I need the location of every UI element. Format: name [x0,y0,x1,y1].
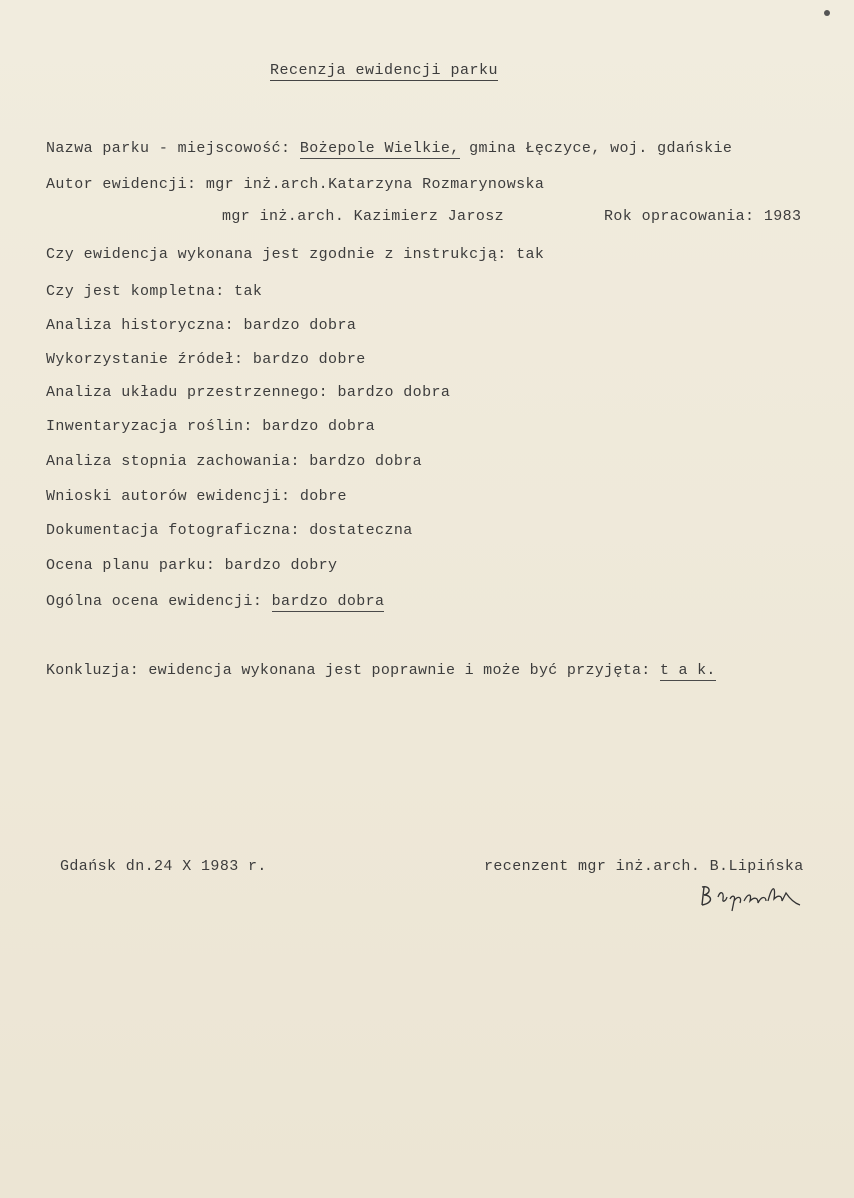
field-label: Analiza układu przestrzennego: [46,384,329,401]
field-line [46,522,413,539]
field-label: Czy ewidencja wykonana jest zgodnie z instrukcją: [46,246,507,263]
author-line-1 [46,176,544,193]
field-label: Czy jest kompletna: [46,283,225,300]
reviewer: recenzent mgr inż.arch. B.Lipińska [484,858,804,875]
year-line [604,208,801,225]
field-label: Ocena planu parku: [46,557,216,574]
overall-rating-line [46,593,384,610]
field-line [46,351,366,368]
field-line [46,488,347,505]
field-value: tak [516,246,545,263]
park-name-line [46,140,732,157]
field-label: Analiza historyczna: [46,317,235,334]
field-value: bardzo dobry [224,557,338,574]
conclusion-value: t a k. [659,662,716,679]
field-line [46,557,337,574]
field-label: Wykorzystanie źródeł: [46,351,244,368]
field-line [46,317,356,334]
field-line [46,283,262,300]
field-label: Dokumentacja fotograficzna: [46,522,300,539]
handwritten-signature [696,875,806,920]
conclusion-line [46,662,716,679]
field-line [46,418,375,435]
field-line [46,384,450,401]
field-value: tak [234,283,263,300]
place-date: Gdańsk dn.24 X 1983 r. [60,858,267,875]
overall-rating-value: bardzo dobra [271,593,385,610]
park-location: gmina Łęczyce, woj. gdańskie [469,140,733,157]
field-value: dobre [299,488,347,505]
year-label: Rok opracowania: [604,208,755,225]
field-line [46,246,544,263]
author-label: Autor ewidencji: [46,176,197,193]
field-label: Inwentaryzacja roślin: [46,418,253,435]
field-value: dostateczna [309,522,413,539]
field-value: bardzo dobra [262,418,376,435]
field-value: bardzo dobre [252,351,366,368]
field-label: Wnioski autorów ewidencji: [46,488,291,505]
park-name-label: Nazwa parku - miejscowość: [46,140,291,157]
field-value: bardzo dobra [337,384,451,401]
field-value: bardzo dobra [243,317,357,334]
overall-rating-label: Ogólna ocena ewidencji: [46,593,263,610]
conclusion-label: Konkluzja: ewidencja wykonana jest poprawnie i może być przyjęta: [46,662,651,679]
author-1: mgr inż.arch.Katarzyna Rozmarynowska [205,176,545,193]
field-value: bardzo dobra [309,453,423,470]
park-name-value: Bożepole Wielkie, [299,140,460,157]
author-line-2: mgr inż.arch. Kazimierz Jarosz [222,208,505,225]
field-line [46,453,422,470]
ink-dot [824,10,830,16]
document-title: Recenzja ewidencji parku [270,62,499,79]
field-label: Analiza stopnia zachowania: [46,453,300,470]
year-value: 1983 [763,208,802,225]
